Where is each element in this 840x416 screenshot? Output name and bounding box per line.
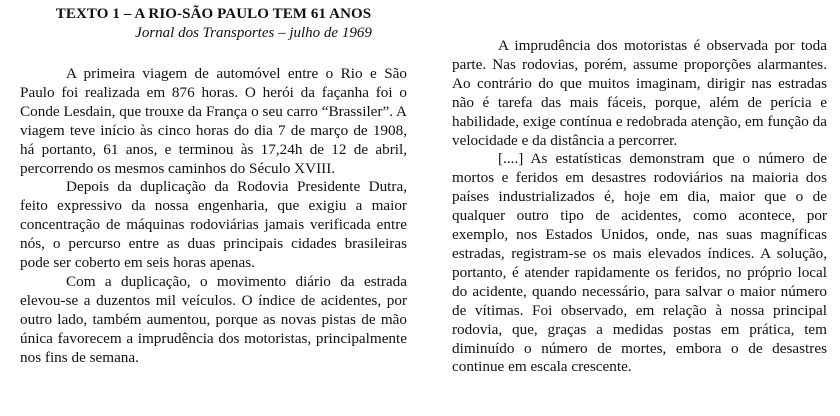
paragraph-2: Depois da duplicação da Rodovia Presidente Dutra, feito expressivo da nossa engenharia, que exigiu a maior concentração de máquinas rodoviárias jamais verificada entre nós, o percurso entre as duas principais cidades brasileiras pode ser coberto em seis horas apenas. [20,178,407,272]
paragraph-1: A primeira viagem de automóvel entre o Rio e São Paulo foi realizada em 876 horas. O herói da façanha foi o Conde Lesdain, que trouxe da França o seu carro “Brassiler”. A viagem teve início às cinco horas do dia 7 de março de 1908, há portanto, 61 anos, e terminou às 17,24h de 12 de abril, percorrendo os mesmos caminhos do Século XVIII. [20,65,407,177]
document-title: TEXTO 1 – A RIO-SÃO PAULO TEM 61 ANOS [55,6,372,22]
paragraph-4: A imprudência dos motoristas é observada por toda parte. Nas rodovias, porém, assume proporções alarmantes. Ao contrário do que muitos imaginam, dirigir nas estradas não é tarefa das mais fáceis, porque, além de perícia e habilidade, exige contínua e redobrada atenção, em função da velocidade e da distância a percorrer. [452,37,827,149]
header [20,0,407,43]
paragraph-5: [....] As estatísticas demonstram que o número de mortos e feridos em desastres rodoviários na maioria dos países industrializados é, hoje em dia, maior que o de qualquer outro tipo de acidentes, como acontece, por exemplo, nos Estados Unidos, onde, nas suas magníficas estradas, registram-se os mais elevados índices. A solução, portanto, é atender rapidamente os feridos, no próprio local do acidente, quando necessário, para salvar o maior número de vítimas. Foi observado, em relação à nossa principal rodovia, que, graças a medidas postas em prática, tem diminuído o número de mortes, embora o de desastres continue em escala crescente. [452,150,827,376]
paragraph-3: Com a duplicação, o movimento diário da estrada elevou-se a duzentos mil veículos. O índice de acidentes, por outro lado, também aumentou, porque as novas pistas de mão única favorecem a imprudência dos motoristas, principalmente nos fins de semana. [20,272,407,366]
source-citation: Jornal dos Transportes – julho de 1969 [135,25,372,41]
right-column [452,0,827,377]
left-column [20,0,407,368]
